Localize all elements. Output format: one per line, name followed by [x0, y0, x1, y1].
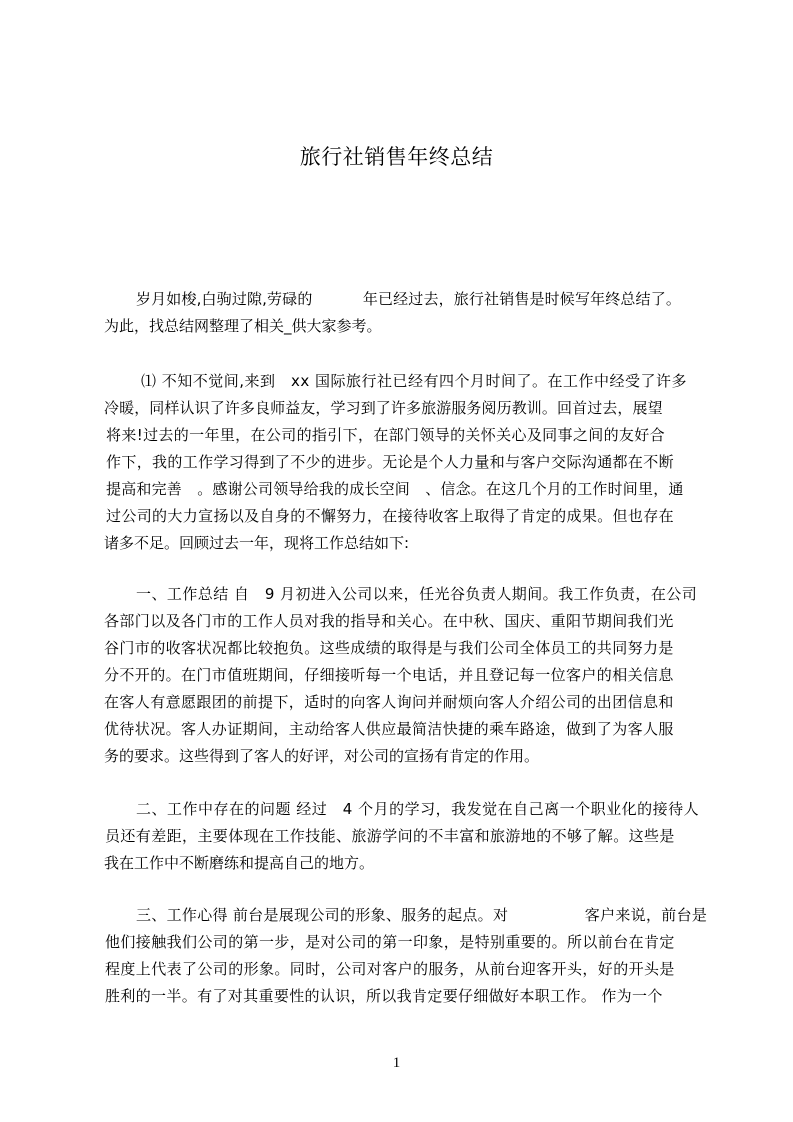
paragraph-line: 一、工作总结 自 9 月初进入公司以来，任光谷负责人期间。我工作负责，在公司	[136, 585, 698, 603]
paragraph-line: 各部门以及各门市的工作人员对我的指导和关心。在中秋、国庆、重阳节期间我们光	[104, 612, 674, 630]
paragraph-line: 我在工作中不断磨练和提高自己的地方。	[104, 854, 375, 872]
paragraph-line: 程度上代表了公司的形象。同时，公司对客户的服务，从前台迎客开头，好的开头是	[105, 960, 675, 978]
paragraph-line: 过公司的大力宣扬以及自身的不懈努力，在接待收客上取得了肯定的成果。但也存在	[106, 507, 674, 525]
paragraph-line: 员还有差距，主要体现在工作技能、旅游学问的不丰富和旅游地的不够了解。这些是	[105, 827, 675, 845]
paragraph-line: 提高和完善 。感谢公司领导给我的成长空间 、信念。在这几个月的工作时间里，通	[106, 480, 684, 498]
paragraph-line: ⑴ 不知不觉间,来到 xx 国际旅行社已经有四个月时间了。在工作中经受了许多	[141, 372, 688, 390]
paragraph-line: 务的要求。这些得到了客人的好评，对公司的宣扬有肯定的作用。	[104, 747, 540, 765]
paragraph-line: 作下，我的工作学习得到了不少的进步。无论是个人力量和与客户交际沟通都在不断	[106, 453, 674, 471]
paragraph-line: 胜利的一半。有了对其重要性的认识，所以我肯定要仔细做好本职工作。 作为一个	[105, 987, 663, 1005]
paragraph-line: 优待状况。客人办证期间，主动给客人供应最简洁快捷的乘车路途，做到了为客人服	[104, 720, 674, 738]
paragraph-line: 二、工作中存在的问题 经过 4 个月的学习，我发觉在自己离一个职业化的接待人	[136, 800, 700, 818]
paragraph-line: 为此，找总结网整理了相关_供大家参考。	[104, 317, 382, 335]
page-number: 1	[392, 1055, 401, 1071]
paragraph-line: 谷门市的收客状况都比较抱负。这些成绩的取得是与我们公司全体员工的共同努力是	[104, 639, 674, 657]
paragraph-line: 岁月如梭,白驹过隙,劳碌的 年已经过去，旅行社销售是时候写年终总结了。	[136, 290, 682, 308]
document-title: 旅行社销售年终总结	[299, 145, 494, 169]
paragraph-line: 冷暖，同样认识了许多良师益友，学习到了许多旅游服务阅历教训。回首过去，展望	[104, 399, 663, 417]
paragraph-line: 他们接触我们公司的第一步，是对公司的第一印象，是特别重要的。所以前台在肯定	[105, 933, 675, 951]
paragraph-line: 在客人有意愿跟团的前提下，适时的向客人询问并耐烦向客人介绍公司的出团信息和	[104, 693, 674, 711]
paragraph-line: 三、工作心得 前台是展现公司的形象、服务的起点。对 客户来说，前台是	[136, 906, 708, 924]
paragraph-line: 诸多不足。回顾过去一年，现将工作总结如下:	[104, 534, 410, 552]
paragraph-line: 将来!过去的一年里，在公司的指引下，在部门领导的关怀关心及同事之间的友好合	[106, 426, 665, 444]
paragraph-line: 分不开的。在门市值班期间，仔细接听每一个电话，并且登记每一位客户的相关信息	[104, 666, 674, 684]
